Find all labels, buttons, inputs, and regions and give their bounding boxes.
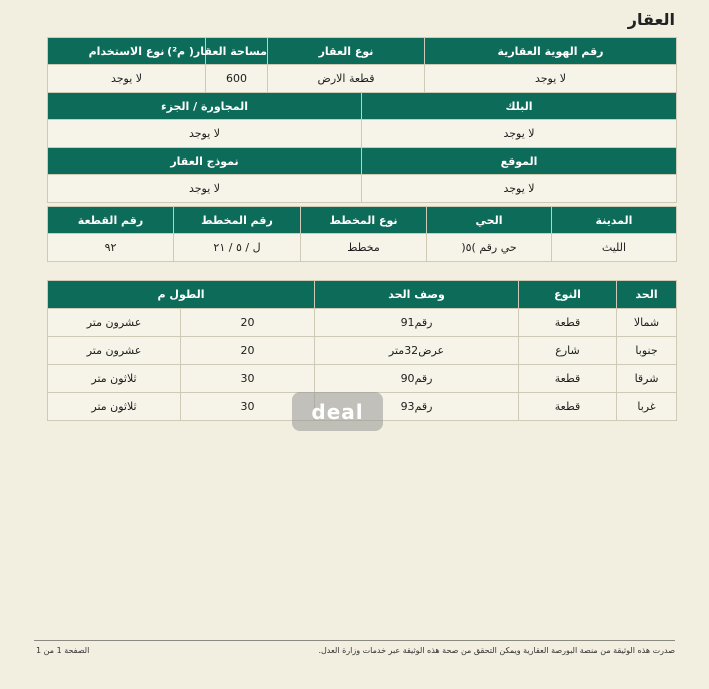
boundary-desc-header: وصف الحد (315, 281, 519, 309)
city-header: المدينة (552, 207, 677, 234)
property-type-value: قطعة الارض (268, 65, 425, 93)
table-row (48, 309, 677, 337)
boundary-side: غربا (617, 393, 677, 421)
plan-number-value: ل / ٥ / ٢١ (174, 234, 301, 262)
plan-type-value: مخطط (301, 234, 427, 262)
table-row (48, 365, 677, 393)
boundary-desc: رقم93 (315, 393, 519, 421)
boundary-type-header: النوع (519, 281, 617, 309)
boundary-desc: عرض32متر (315, 337, 519, 365)
footer-note: صدرت هذه الوثيقة من منصة البورصة العقارية ويمكن التحقق من صحة هذه الوثيقة عبر خدمات وزارة العدل. (318, 646, 675, 655)
block-header: البلك (362, 93, 677, 120)
deal-watermark (292, 392, 383, 431)
watermark-text: deal (311, 399, 364, 424)
usage-type-header: نوع الاستخدام (48, 38, 206, 65)
neighborhood-part-value: لا يوجد (48, 120, 362, 148)
boundary-length: 30 (181, 365, 315, 393)
property-type-header: نوع العقار (268, 38, 425, 65)
boundary-type: قطعة (519, 309, 617, 337)
boundary-type: شارع (519, 337, 617, 365)
property-id-header: رقم الهوية العقارية (425, 38, 677, 65)
page-number: الصفحة 1 من 1 (36, 646, 90, 655)
property-area-value: 600 (206, 65, 268, 93)
property-details-table (47, 37, 677, 203)
boundary-length-text: عشرون متر (48, 337, 181, 365)
parcel-number-value: ٩٢ (48, 234, 174, 262)
city-value: الليث (552, 234, 677, 262)
plan-type-header: نوع المخطط (301, 207, 427, 234)
boundary-side-header: الحد (617, 281, 677, 309)
location-value: لا يوجد (362, 175, 677, 203)
boundary-side: شمالا (617, 309, 677, 337)
boundary-length: 20 (181, 337, 315, 365)
district-header: الحي (427, 207, 552, 234)
boundary-length-header: الطول م (48, 281, 315, 309)
plan-number-header: رقم المخطط (174, 207, 301, 234)
property-id-value: لا يوجد (425, 65, 677, 93)
district-value: حي رقم )٥( (427, 234, 552, 262)
usage-type-value: لا يوجد (48, 65, 206, 93)
boundary-desc: رقم90 (315, 365, 519, 393)
location-header: الموقع (362, 148, 677, 175)
parcel-number-header: رقم القطعة (48, 207, 174, 234)
boundary-length-text: عشرون متر (48, 309, 181, 337)
property-model-value: لا يوجد (48, 175, 362, 203)
boundary-type: قطعة (519, 393, 617, 421)
boundary-length-text: ثلاثون متر (48, 393, 181, 421)
property-model-header: نموذج العقار (48, 148, 362, 175)
boundary-length: 20 (181, 309, 315, 337)
footer-divider (34, 640, 675, 641)
page-title: العقار (627, 10, 675, 29)
boundary-desc: رقم91 (315, 309, 519, 337)
block-value: لا يوجد (362, 120, 677, 148)
boundary-side: جنوبا (617, 337, 677, 365)
boundary-type: قطعة (519, 365, 617, 393)
boundary-length-text: ثلاثون متر (48, 365, 181, 393)
plan-details-table (47, 206, 677, 262)
property-area-header: مساحة العقار( م²) (206, 38, 268, 65)
neighborhood-part-header: المجاورة / الجزء (48, 93, 362, 120)
table-row (48, 337, 677, 365)
boundary-side: شرقا (617, 365, 677, 393)
boundary-length: 30 (181, 393, 315, 421)
